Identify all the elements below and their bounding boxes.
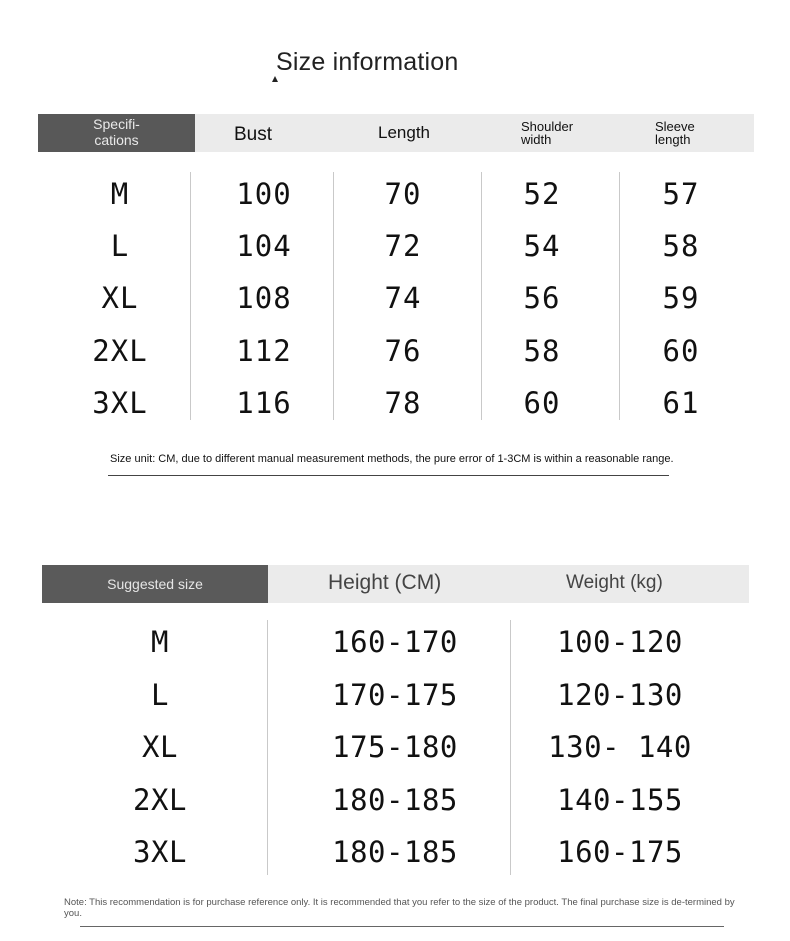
size-cell: M <box>110 177 130 211</box>
shoulder-cell: 56 <box>523 281 561 315</box>
sleeve-cell: 61 <box>662 386 700 420</box>
size-cell: 3XL <box>92 386 148 420</box>
shoulder-cell: 52 <box>523 177 561 211</box>
sleeve-cell: 58 <box>662 229 700 263</box>
suggested-divider <box>267 620 268 875</box>
suggested-header-size: Suggested size <box>107 576 203 592</box>
specs-header-shoulder-width: Shoulder width <box>521 119 574 147</box>
suggested-header-height: Height (CM) <box>328 571 442 594</box>
bust-cell: 100 <box>236 177 292 211</box>
page-title: Size information <box>276 48 459 76</box>
sleeve-cell: 57 <box>662 177 700 211</box>
height-cell: 180-185 <box>332 783 458 817</box>
specs-header-bust: Bust <box>234 124 273 145</box>
size-cell: M <box>151 625 169 659</box>
length-cell: 78 <box>384 386 422 420</box>
title-accent-mark <box>272 76 278 82</box>
height-cell: 175-180 <box>332 730 458 764</box>
sleeve-cell: 59 <box>662 281 700 315</box>
specs-divider <box>619 172 620 420</box>
weight-cell: 160-175 <box>557 835 683 869</box>
length-cell: 72 <box>384 229 422 263</box>
weight-cell: 140-155 <box>557 783 683 817</box>
bust-cell: 104 <box>236 229 292 263</box>
size-cell: 2XL <box>133 783 187 817</box>
shoulder-cell: 54 <box>523 229 561 263</box>
height-cell: 170-175 <box>332 678 458 712</box>
bust-cell: 116 <box>236 386 292 420</box>
bust-cell: 108 <box>236 281 292 315</box>
height-cell: 160-170 <box>332 625 458 659</box>
length-cell: 74 <box>384 281 422 315</box>
size-unit-note: Size unit: CM, due to different manual measurement methods, the pure error of 1-3CM is within a reasonable range. <box>110 453 674 465</box>
note-underline <box>80 926 724 927</box>
suggested-header-weight: Weight (kg) <box>566 572 663 593</box>
specs-header-length: Length <box>378 123 430 142</box>
size-cell: XL <box>142 730 178 764</box>
shoulder-cell: 60 <box>523 386 561 420</box>
note-underline <box>108 475 669 476</box>
length-cell: 70 <box>384 177 422 211</box>
specs-divider <box>333 172 334 420</box>
length-cell: 76 <box>384 334 422 368</box>
size-cell: 2XL <box>92 334 148 368</box>
shoulder-cell: 58 <box>523 334 561 368</box>
size-cell: L <box>110 229 130 263</box>
weight-cell: 100-120 <box>557 625 683 659</box>
size-cell: 3XL <box>133 835 187 869</box>
specs-divider <box>190 172 191 420</box>
specs-header-specifications: Specifi- cations <box>93 116 140 148</box>
specs-header-sleeve-length: Sleeve length <box>655 119 695 147</box>
suggested-divider <box>510 620 511 875</box>
weight-cell: 120-130 <box>557 678 683 712</box>
size-cell: L <box>151 678 169 712</box>
bust-cell: 112 <box>236 334 292 368</box>
height-cell: 180-185 <box>332 835 458 869</box>
sleeve-cell: 60 <box>662 334 700 368</box>
purchase-note: Note: This recommendation is for purchase reference only. It is recommended that you refer to the size of the product. The final purchase size is de-termined by you. <box>64 897 735 919</box>
size-cell: XL <box>101 281 139 315</box>
weight-cell: 130- 140 <box>548 730 692 764</box>
